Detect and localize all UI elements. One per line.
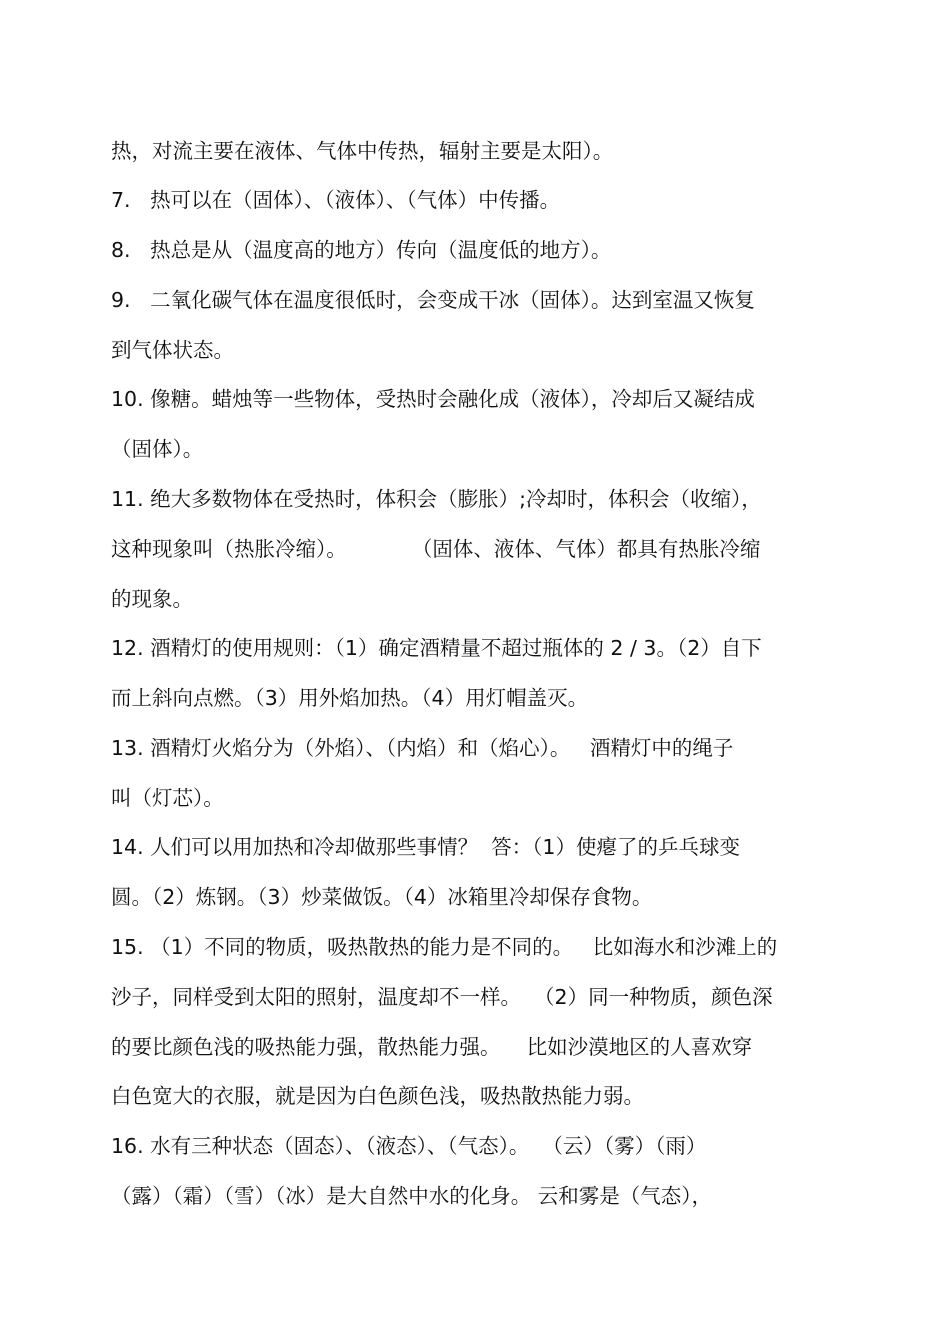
text-line: 这种现象叫（热胀冷缩）。 （固体、液体、气体）都具有热胀冷缩: [111, 537, 761, 561]
text-line: 白色宽大的衣服，就是因为白色颜色浅，吸热散热能力弱。: [111, 1084, 644, 1108]
text-line: 13. 酒精灯火焰分为（外焰）、（内焰）和（焰心）。 酒精灯中的绳子: [111, 736, 734, 760]
text-line: 到气体状态。: [111, 338, 234, 362]
text-line: 圆。（2）炼钢。（3）炒菜做饭。（4）冰箱里冷却保存食物。: [111, 885, 653, 909]
text-line: 沙子，同样受到太阳的照射，温度却不一样。 （2）同一种物质，颜色深: [111, 985, 773, 1009]
text-line: 10. 像糖。蜡烛等一些物体，受热时会融化成（液体），冷却后又凝结成: [111, 387, 755, 411]
text-line: 9. 二氧化碳气体在温度很低时，会变成干冰（固体）。达到室温又恢复: [111, 288, 755, 312]
text-line: 叫（灯芯）。: [111, 786, 224, 810]
text-line: 热，对流主要在液体、气体中传热，辐射主要是太阳）。: [111, 139, 614, 163]
text-line: 8. 热总是从（温度高的地方）传向（温度低的地方）。: [111, 238, 612, 262]
text-line: 的要比颜色浅的吸热能力强，散热能力强。 比如沙漠地区的人喜欢穿: [111, 1035, 753, 1059]
text-line: 15. （1）不同的物质，吸热散热的能力是不同的。 比如海水和沙滩上的: [111, 935, 778, 959]
text-line: 而上斜向点燃。（3）用外焰加热。（4）用灯帽盖灭。: [111, 686, 589, 710]
text-line: （露）（霜）（雪）（冰）是大自然中水的化身。 云和雾是（气态），: [111, 1184, 713, 1208]
text-line: 11. 绝大多数物体在受热时，体积会（膨胀）;冷却时，体积会（收缩），: [111, 487, 762, 511]
text-line: 7. 热可以在（固体）、（液体）、（气体）中传播。: [111, 188, 561, 212]
text-line: 的现象。: [111, 587, 193, 611]
text-line: （固体）。: [111, 437, 204, 461]
text-line: 14. 人们可以用加热和冷却做那些事情？ 答：（1）使瘪了的乒乓球变: [111, 835, 740, 859]
text-line: 12. 酒精灯的使用规则：（1）确定酒精量不超过瓶体的 2 / 3。（2）自下: [111, 636, 762, 660]
text-line: 16. 水有三种状态（固态）、（液态）、（气态）。 （云）（雾）（雨）: [111, 1134, 707, 1158]
